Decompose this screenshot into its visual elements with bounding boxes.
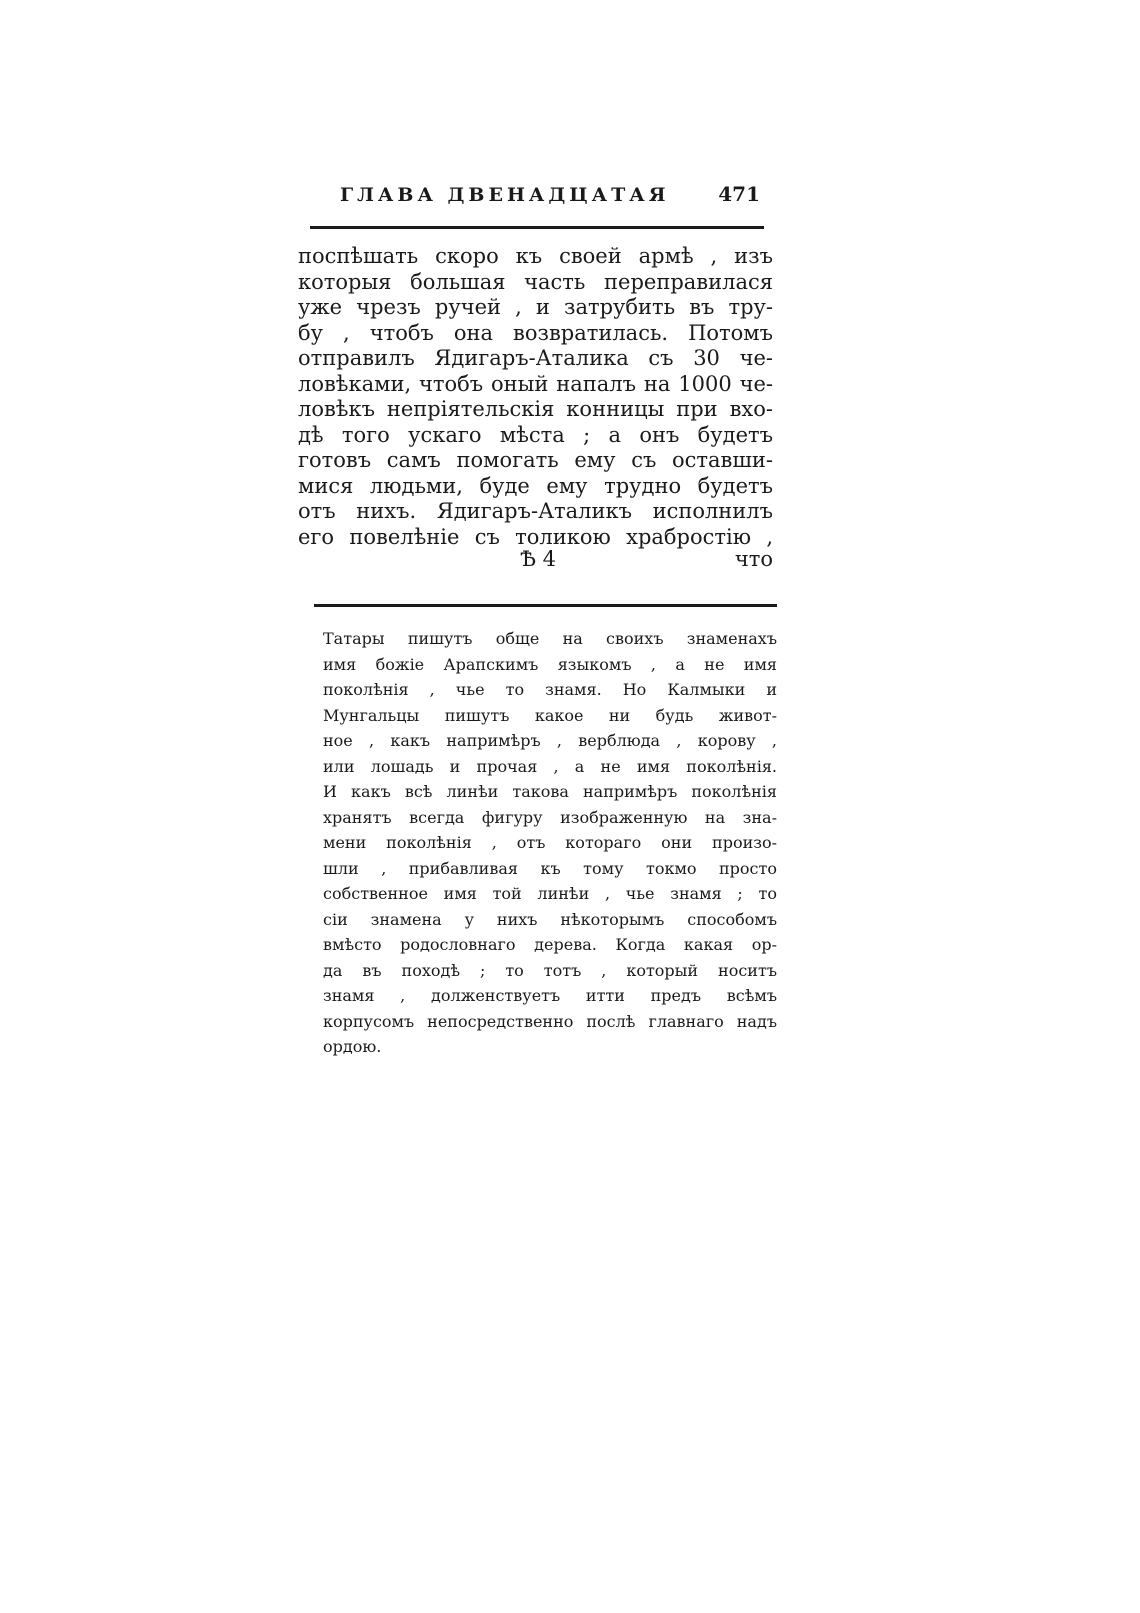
footnote-line: хранятъ всегда фигуру изображенную на зна- <box>323 807 777 827</box>
footnote-line: собственное имя той линѣи , чье знамя ; то <box>323 884 777 903</box>
signature-mark: Ѣ 4 <box>520 547 557 571</box>
text-line: ловѣкъ непріятельскія конницы при вхо- <box>298 397 773 421</box>
footnote-line: вмѣсто родословнаго дерева. Когда какая ор- <box>323 935 777 954</box>
text-line: отъ нихъ. Ядигаръ-Аталикъ исполнилъ <box>298 499 773 523</box>
running-head <box>340 182 760 208</box>
header-rule <box>310 226 764 229</box>
text-line: ловѣками, чтобъ оный напалъ на 1000 че- <box>298 371 773 396</box>
text-line: его повелѣніе съ толикою храбростію , <box>298 524 773 549</box>
running-title: ГЛАВА ДВЕНАДЦАТАЯ <box>340 184 670 206</box>
text-line: поспѣшать скоро къ своей армѣ , изъ <box>298 244 773 268</box>
footnote-line: ордою. <box>323 1037 382 1056</box>
main-text <box>298 244 773 550</box>
text-line: бу , чтобъ она возвратилась. Потомъ <box>298 320 773 345</box>
footnote-line: шли , прибавливая къ тому токмо просто <box>323 858 777 878</box>
footnote-line: поколѣнія , чье то знамя. Но Калмыки и <box>323 680 777 699</box>
text-line: дѣ того ускаго мѣста ; а онъ будетъ <box>298 422 773 447</box>
footnote-line: Мунгальцы пишутъ какое ни будь живот- <box>323 705 777 725</box>
text-line: готовъ самъ помогать ему съ оставши- <box>298 448 773 472</box>
footnote-rule <box>314 604 777 607</box>
catchword: что <box>734 547 773 571</box>
footnote-line: имя божіе Арапскимъ языкомъ , а не имя <box>323 654 777 674</box>
page-number: 471 <box>718 182 760 206</box>
footnote-line: Татары пишутъ обще на своихъ знаменахъ <box>323 629 777 648</box>
signature-line <box>298 546 773 572</box>
text-line: уже чрезъ ручей , и затрубить въ тру- <box>298 295 773 319</box>
text-line: мися людьми, буде ему трудно будетъ <box>298 473 773 498</box>
footnote-line: И какъ всѣ линѣи такова напримѣръ поколѣнія <box>323 782 777 801</box>
footnote-line: ное , какъ напримѣръ , верблюда , корову , <box>323 731 777 750</box>
footnote-line: знамя , долженствуетъ итти предъ всѣмъ <box>323 986 777 1005</box>
footnote-line: или лошадь и прочая , а не имя поколѣнія. <box>323 756 777 776</box>
footnote-line: сіи знамена у нихъ нѣкоторымъ способомъ <box>323 909 777 929</box>
footnote-line: мени поколѣнія , отъ котораго они произо- <box>323 833 777 852</box>
text-line: отправилъ Ядигаръ-Аталика съ 30 че- <box>298 346 773 370</box>
footnote-line: корпусомъ непосредственно послѣ главнаго надъ <box>323 1011 777 1031</box>
text-line: которыя большая часть переправилася <box>298 269 773 294</box>
footnote-line: да въ походѣ ; то тотъ , который носитъ <box>323 960 777 980</box>
footnote <box>323 626 777 1060</box>
